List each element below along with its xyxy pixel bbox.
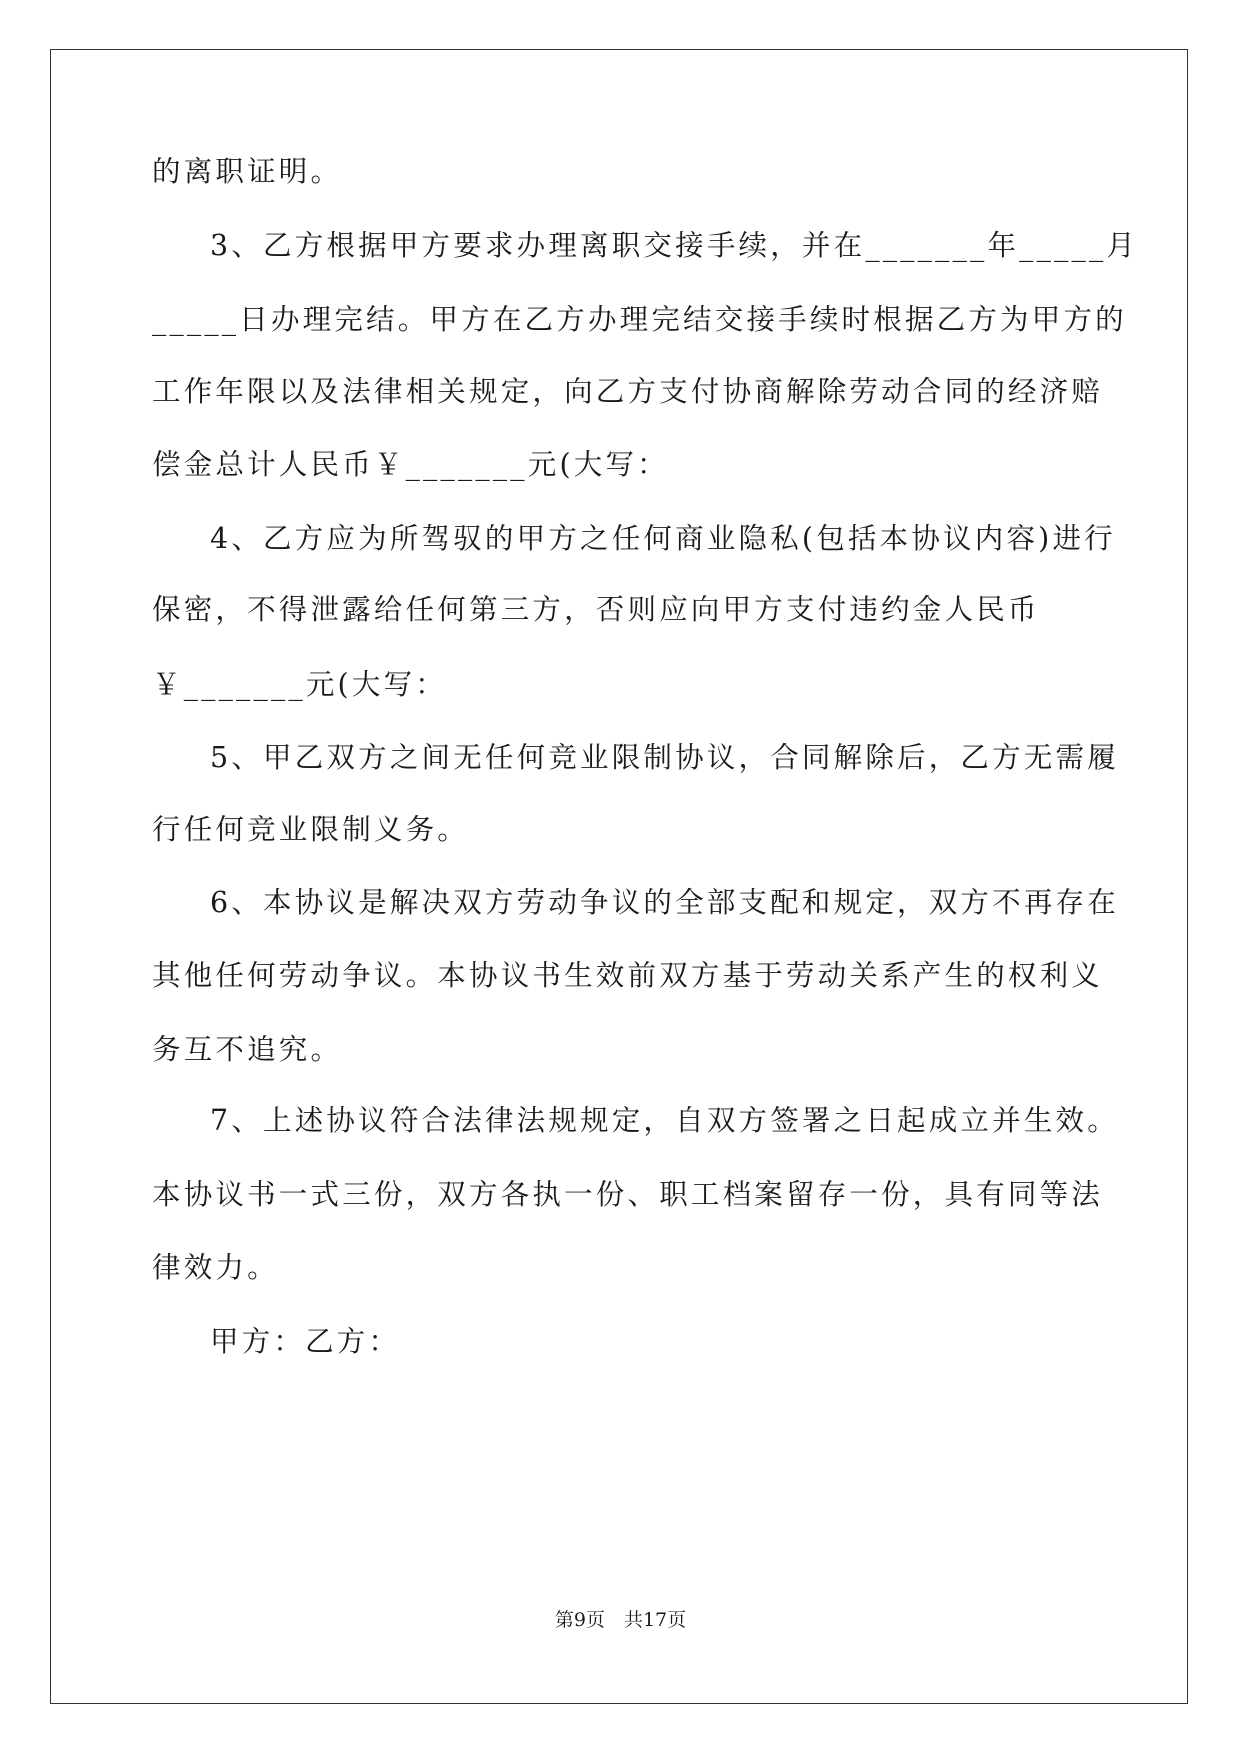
text-line: 行任何竞业限制义务。 [152,813,470,846]
text-line: 工作年限以及法律相关规定，向乙方支付协商解除劳动合同的经济赔 [152,375,1104,408]
text-line: 偿金总计人民币￥_______元(大写： [152,448,669,481]
text-line: 本协议书一式三份，双方各执一份、职工档案留存一份，具有同等法 [152,1178,1104,1211]
text-line: _____日办理完结。甲方在乙方办理完结交接手续时根据乙方为甲方的 [152,303,1127,336]
text-line: 务互不追究。 [152,1033,343,1066]
text-line: 保密，不得泄露给任何第三方，否则应向甲方支付违约金人民币 [152,593,1040,626]
text-line: 6、本协议是解决双方劳动争议的全部支配和规定，双方不再存在 [210,886,1119,919]
text-line: 4、乙方应为所驾驭的甲方之任何商业隐私(包括本协议内容)进行 [210,522,1116,555]
text-line: ￥_______元(大写： [152,668,447,701]
page-number-footer: 第9页 共17页 [554,1609,687,1631]
text-line: 3、乙方根据甲方要求办理离职交接手续，并在_______年_____月 [210,229,1139,262]
text-line: 5、甲乙双方之间无任何竞业限制协议，合同解除后，乙方无需履 [210,741,1119,774]
text-line: 其他任何劳动争议。本协议书生效前双方基于劳动关系产生的权利义 [152,959,1104,992]
text-line: 的离职证明。 [152,155,343,188]
page-border [50,49,1188,1704]
text-line: 7、上述协议符合法律法规规定，自双方签署之日起成立并生效。 [210,1104,1119,1137]
text-line: 律效力。 [152,1251,279,1284]
signature-line: 甲方：乙方： [210,1325,401,1358]
